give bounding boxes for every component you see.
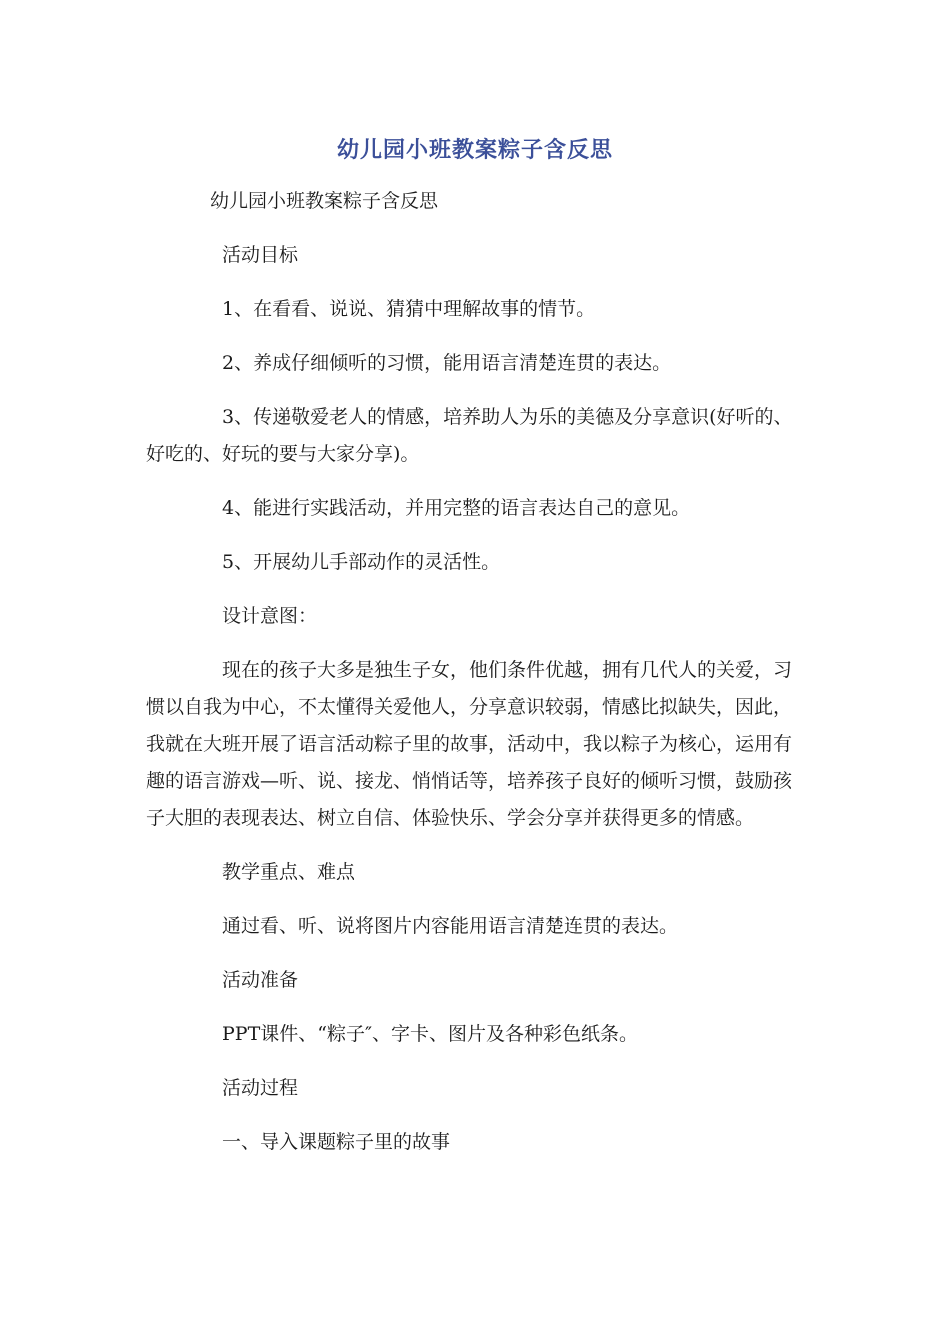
heading-activity-goals: 活动目标 xyxy=(222,244,299,266)
design-intent-paragraph: 现在的孩子大多是独生子女，他们条件优越，拥有几代人的关爱，习惯以自我为中心，不太懂得关爱他人，分享意识较弱，情感比拟缺失，因此，我就在大班开展了语言活动粽子里的故事，活动中，我以粽子为核心，运用有趣的语言游戏—听、说、接龙、悄悄话等，培养孩子良好的倾听习惯，鼓励孩子大胆的表现表达、树立自信、体验快乐、学会分享并获得更多的情感。 xyxy=(146,659,793,829)
goal-item-1: 1、在看看、说说、猜猜中理解故事的情节。 xyxy=(222,298,596,320)
preparation-paragraph: PPT课件、“粽子″、字卡、图片及各种彩色纸条。 xyxy=(222,1023,639,1045)
subtitle-paragraph: 幼儿园小班教案粽子含反思 xyxy=(210,190,439,212)
heading-preparation: 活动准备 xyxy=(222,969,299,991)
heading-key-points: 教学重点、难点 xyxy=(222,861,356,883)
goal-item-4: 4、能进行实践活动，并用完整的语言表达自己的意见。 xyxy=(222,497,691,519)
heading-design-intent: 设计意图： xyxy=(222,605,318,627)
goal-item-2: 2、养成仔细倾听的习惯，能用语言清楚连贯的表达。 xyxy=(222,352,672,374)
document-body xyxy=(146,183,810,1178)
goal-item-5: 5、开展幼儿手部动作的灵活性。 xyxy=(222,551,501,573)
heading-process: 活动过程 xyxy=(222,1077,299,1099)
goal-item-3: 3、传递敬爱老人的情感，培养助人为乐的美德及分享意识(好听的、好吃的、好玩的要与大家分享)。 xyxy=(146,406,793,465)
process-step-1: 一、导入课题粽子里的故事 xyxy=(222,1131,451,1153)
document-title: 幼儿园小班教案粽子含反思 xyxy=(336,138,613,163)
key-points-paragraph: 通过看、听、说将图片内容能用语言清楚连贯的表达。 xyxy=(222,915,679,937)
